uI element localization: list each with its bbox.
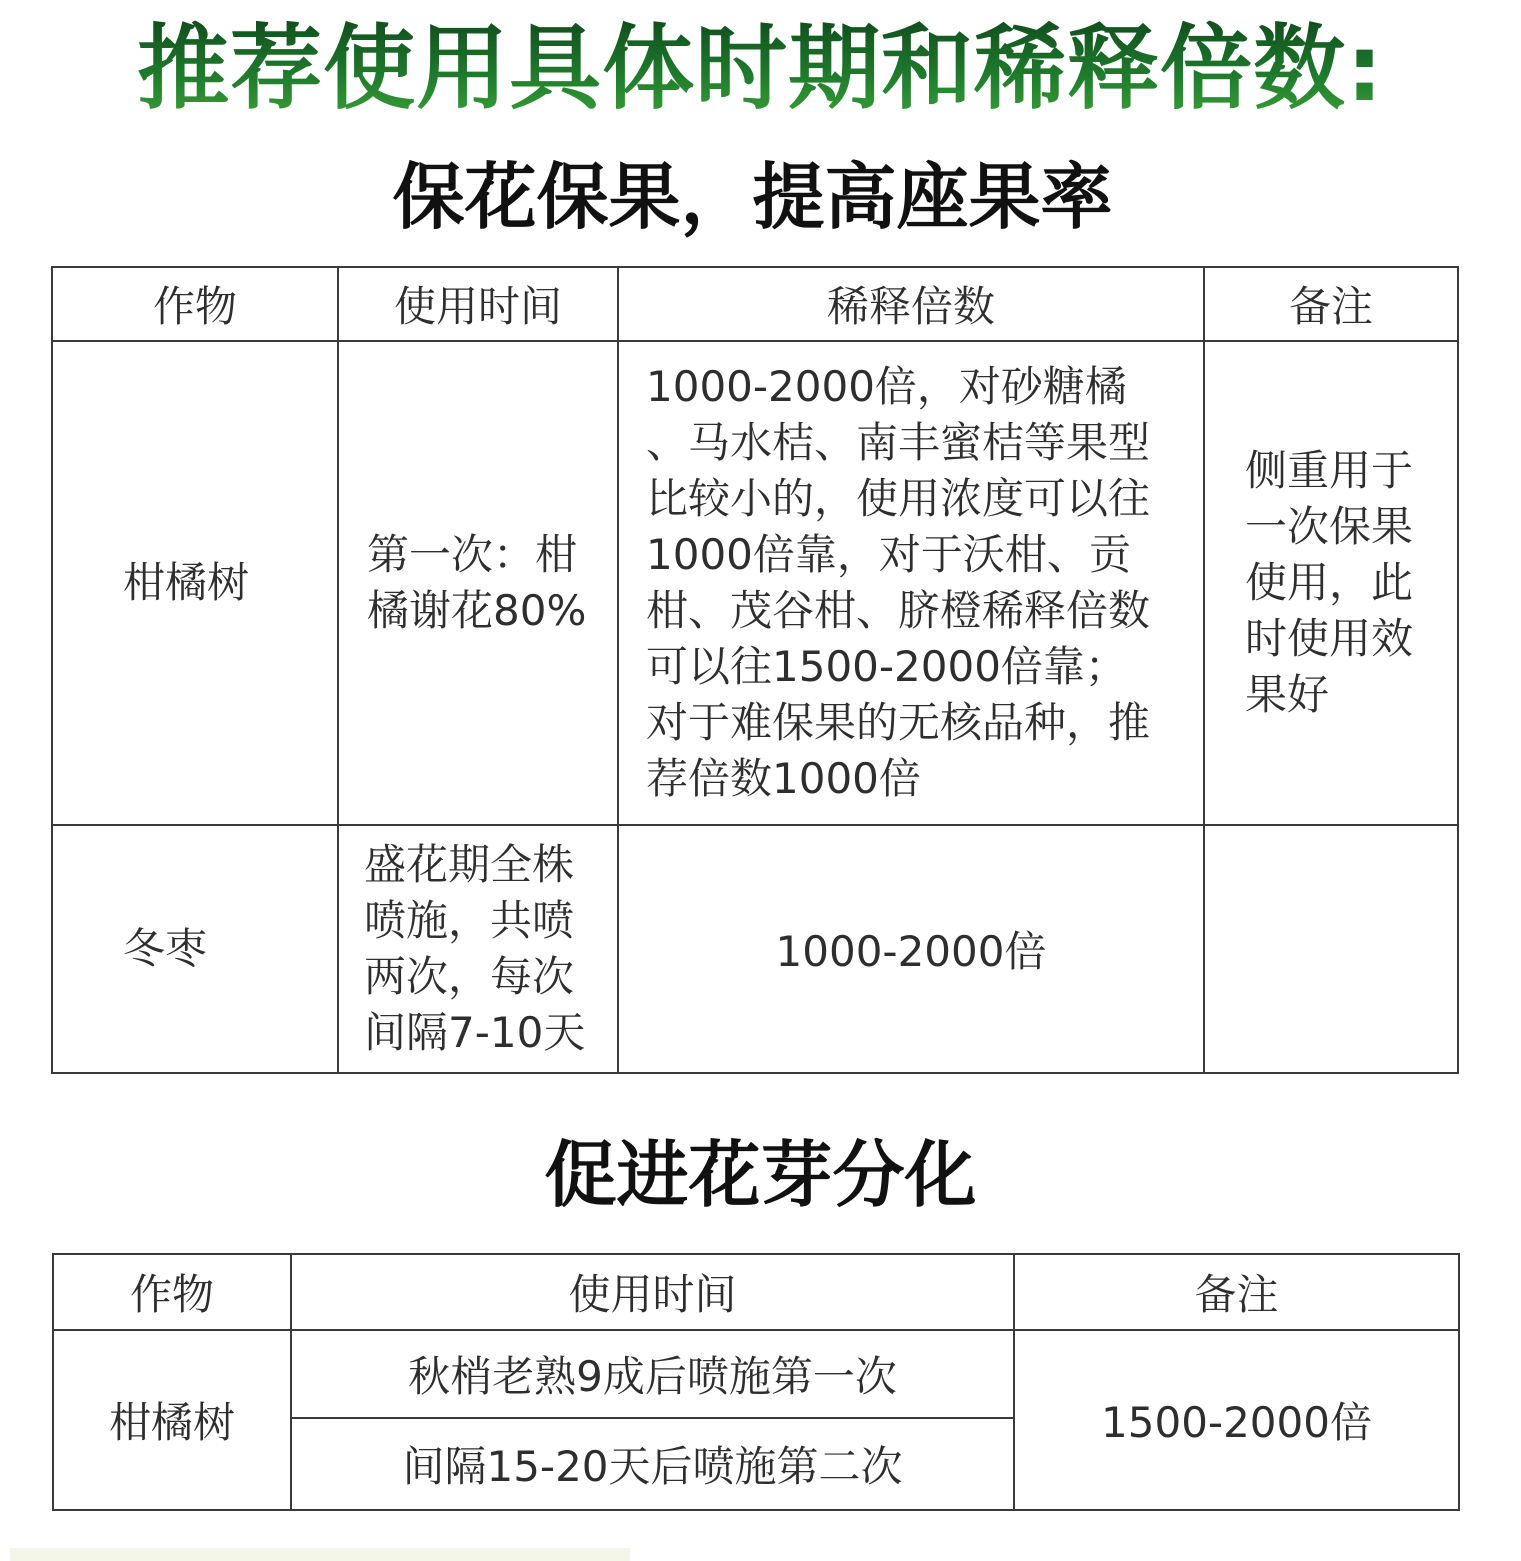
section-title-flower-bud: 促进花芽分化 xyxy=(544,1133,977,1217)
flower-bud-table xyxy=(52,1253,1460,1511)
crop-cell: 冬枣 xyxy=(52,825,338,1073)
header-dilution: 稀释倍数 xyxy=(618,267,1204,341)
dilution-cell: 1000-2000倍 xyxy=(618,825,1204,1073)
table-row xyxy=(53,1330,1459,1418)
fruit-set-table xyxy=(51,266,1459,1074)
note-cell: 1500-2000倍 xyxy=(1014,1330,1459,1510)
usage-time-cell: 第一次：柑 橘谢花80% xyxy=(338,341,618,825)
header-usage-time: 使用时间 xyxy=(338,267,618,341)
section-title-fruit-set: 保花保果，提高座果率 xyxy=(392,155,1113,239)
crop-cell: 柑橘树 xyxy=(53,1330,291,1510)
table-row xyxy=(52,341,1458,825)
header-note: 备注 xyxy=(1204,267,1458,341)
table-header-row xyxy=(52,267,1458,341)
table-row xyxy=(52,825,1458,1073)
usage-time-cell: 秋梢老熟9成后喷施第一次 xyxy=(291,1330,1014,1418)
usage-time-cell: 盛花期全株 喷施，共喷 两次，每次 间隔7-10天 xyxy=(338,825,618,1073)
header-usage-time: 使用时间 xyxy=(291,1254,1014,1330)
header-crop: 作物 xyxy=(52,267,338,341)
usage-time-cell: 间隔15-20天后喷施第二次 xyxy=(291,1418,1014,1510)
crop-cell: 柑橘树 xyxy=(52,341,338,825)
dilution-cell: 1000-2000倍，对砂糖橘 、马水桔、南丰蜜桔等果型 比较小的，使用浓度可以往 1000倍靠，对于沃柑、贡 柑、茂谷柑、脐橙稀释倍数 可以往1500-2000倍靠； 对于难保果的无核品种，推 荐倍数1000倍 xyxy=(618,341,1204,825)
note-cell xyxy=(1204,825,1458,1073)
header-note: 备注 xyxy=(1014,1254,1459,1330)
page-title: 推荐使用具体时期和稀释倍数: xyxy=(0,14,1521,124)
bottom-edge-strip xyxy=(10,1548,630,1561)
table-header-row xyxy=(53,1254,1459,1330)
header-crop: 作物 xyxy=(53,1254,291,1330)
note-cell: 侧重用于 一次保果 使用，此 时使用效 果好 xyxy=(1204,341,1458,825)
